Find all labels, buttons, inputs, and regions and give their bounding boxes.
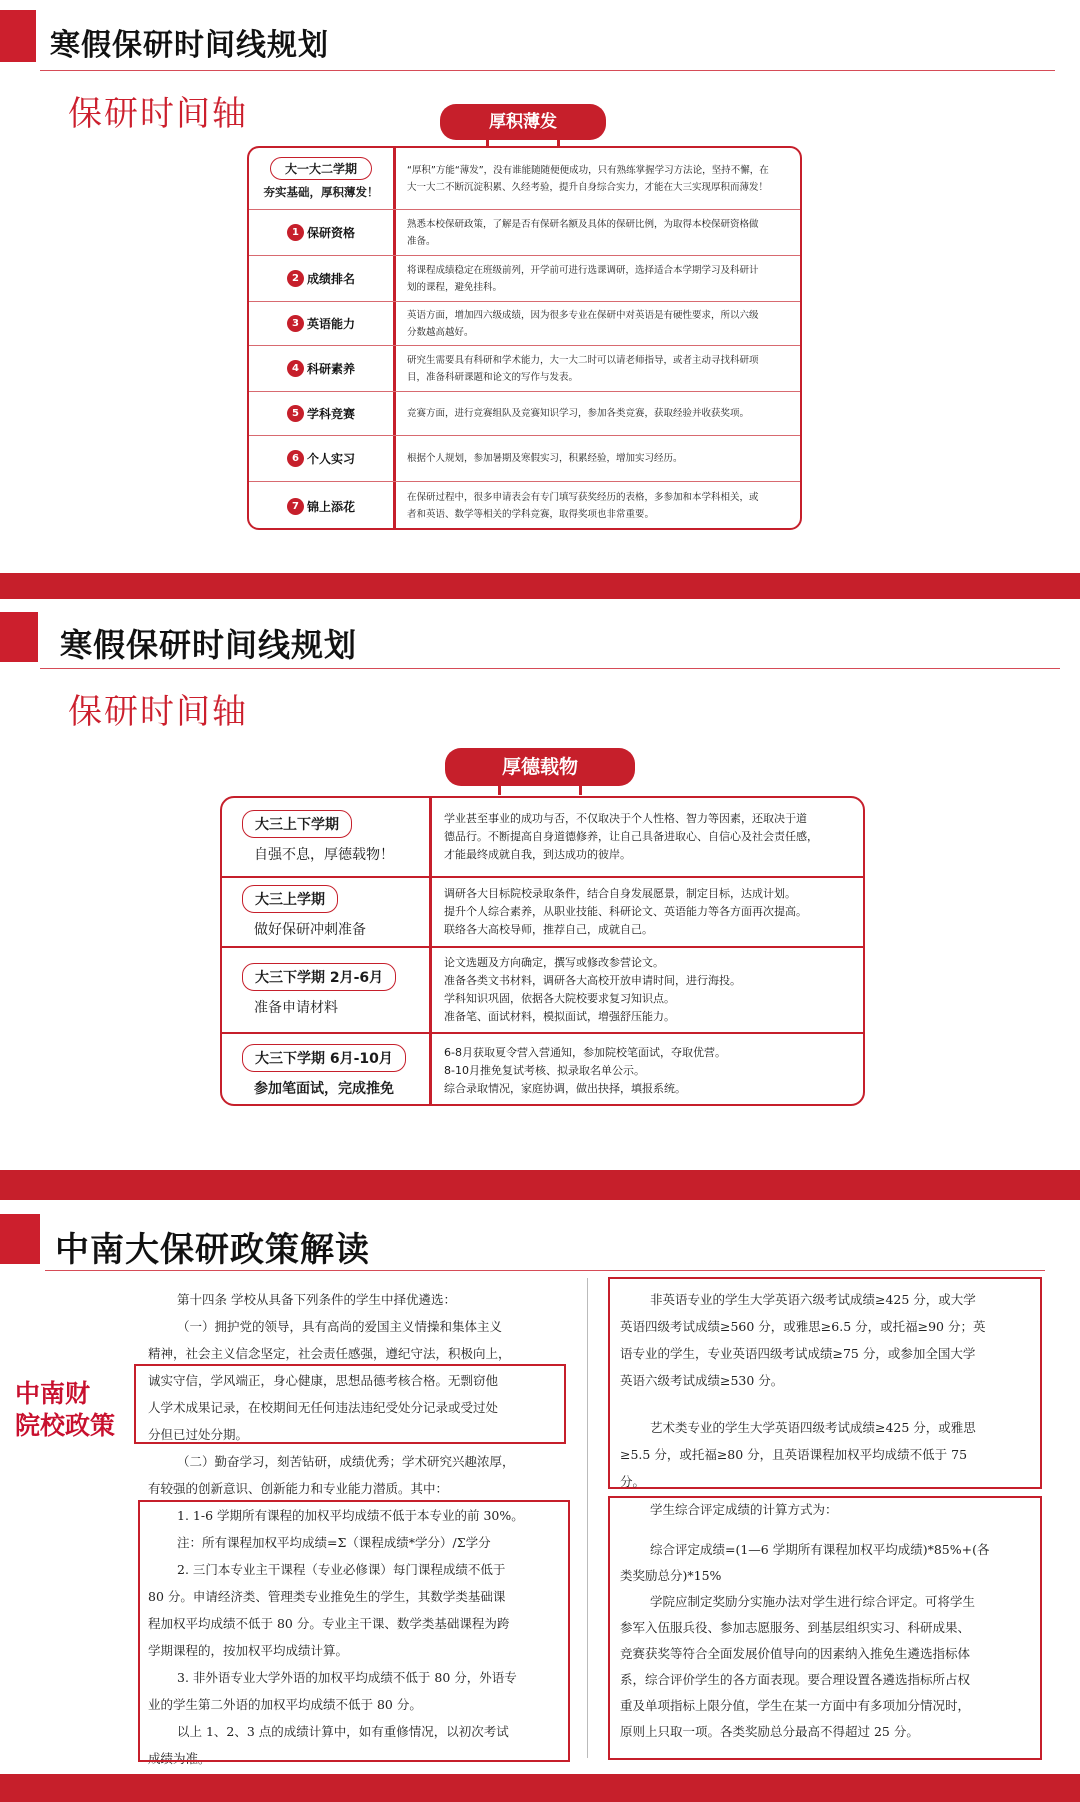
doc-line: 竞赛获奖等符合全面发展价值导向的因素纳入推免生遴选指标体 (620, 1646, 971, 1661)
section1-item-desc (407, 392, 790, 435)
section1-item-label-cell (249, 210, 393, 255)
section2-subtitle: 保研时间轴 (68, 692, 248, 732)
section1-table (247, 146, 802, 530)
desc-line: 8-10月推免复试考核、拟录取名单公示。 (444, 1064, 645, 1077)
doc-line: 英语四级考试成绩≥560 分，或雅思≥6.5 分，或托福≥90 分；英 (620, 1319, 986, 1334)
side-label-line: 中南财 (15, 1379, 91, 1408)
doc-line: （二）勤奋学习，刻苦钻研，成绩优秀；学术研究兴趣浓厚， (177, 1454, 515, 1469)
section2-header-block (0, 612, 38, 662)
doc-line: 有较强的创新意识、创新能力和专业能力潜质。其中： (148, 1481, 449, 1496)
section2-row (222, 878, 863, 948)
section2-row (222, 948, 863, 1034)
desc-line: 划的课程，避免挂科。 (407, 281, 503, 293)
section1-item-row (249, 392, 800, 436)
doc-line: 参军入伍服兵役、参加志愿服务、到基层组织实习、科研成果、 (620, 1620, 971, 1635)
doc-line: 非英语专业的学生大学英语六级考试成绩≥425 分，或大学 (650, 1292, 976, 1307)
desc-line: 目，准备科研课题和论文的写作与发表。 (407, 371, 579, 383)
section2-motto: 参加笔面试，完成推免 (254, 1081, 394, 1097)
section3-side-label (15, 1378, 115, 1442)
doc-line: 艺术类专业的学生大学英语四级考试成绩≥425 分，或雅思 (650, 1420, 976, 1435)
desc-line: 学科知识巩固，依据各大院校要求复习知识点。 (444, 992, 675, 1005)
number-badge: 2 (287, 270, 304, 287)
desc-line: 综合录取情况，家庭协调，做出抉择，填报系统。 (444, 1082, 686, 1095)
section1-item-label-cell (249, 392, 393, 435)
number-badge: 7 (287, 498, 304, 515)
section1-item-desc (407, 346, 790, 391)
section2-term-cell (222, 1034, 429, 1106)
section2-motto: 做好保研冲刺准备 (254, 922, 366, 938)
doc-line: 3. 非外语专业大学外语的加权平均成绩不低于 80 分，外语专 (177, 1670, 517, 1685)
section2-row (222, 1034, 863, 1106)
section2-table (220, 796, 865, 1106)
section1-item-label: 保研资格 (306, 226, 355, 240)
desc-line: 根据个人规划，参加暑期及寒假实习，积累经验，增加实习经历。 (407, 453, 683, 464)
desc-line: 准备各类文书材料，调研各大高校开放申请时间，进行海投。 (444, 974, 741, 987)
desc-line: 学业甚至事业的成功与否，不仅取决于个人性格、智力等因素，还取决于道 (444, 812, 807, 825)
section1-item-desc (407, 436, 790, 481)
section1-item-label: 个人实习 (306, 452, 355, 466)
desc-line: 英语方面，增加四六级成绩，因为很多专业在保研中对英语是有硬性要求，所以六级 (407, 309, 759, 321)
desc-line: 在保研过程中，很多申请表会有专门填写获奖经历的表格，多参加和本学科相关，或 (407, 492, 759, 503)
desc-line: 6-8月获取夏令营入营通知，参加院校笔面试，夺取优营。 (444, 1046, 726, 1059)
doc-line: 1. 1-6 学期所有课程的加权平均成绩不低于本专业的前 30%。 (177, 1508, 524, 1523)
number-badge: 5 (287, 405, 304, 422)
section1-item-label: 学科竞赛 (306, 407, 355, 421)
section1-title-underline (40, 70, 1055, 71)
section1-item-row (249, 482, 800, 530)
section2-term: 大三下学期 6月-10月 (242, 1044, 406, 1072)
doc-line: 注：所有课程加权平均成绩=Σ（课程成绩*学分）/Σ学分 (177, 1535, 491, 1550)
doc-line: 英语六级考试成绩≥530 分。 (620, 1373, 784, 1388)
section1-term-cell (249, 148, 393, 209)
desc-line: 才能最终成就自我，到达成功的彼岸。 (444, 848, 631, 861)
desc-line: 熟悉本校保研政策，了解是否有保研名额及具体的保研比例，为取得本校保研资格做 (407, 218, 759, 230)
section1-item-row (249, 302, 800, 346)
section1-item-row (249, 256, 800, 302)
doc-line: 80 分。申请经济类、管理类专业推免生的学生，其数学类基础课 (148, 1589, 506, 1604)
desc-line: 分数越高越好。 (407, 326, 474, 338)
section1-item-label-cell (249, 302, 393, 345)
section2-term: 大三上下学期 (242, 810, 352, 838)
doc-line: 诚实守信，学风端正，身心健康，思想品德考核合格。无剽窃他 (148, 1373, 499, 1388)
desc-line: 竞赛方面，进行竞赛组队及竞赛知识学习，参加各类竞赛，获取经验并收获奖项。 (407, 408, 750, 419)
section1-term-motto: 夯实基础，厚积薄发！ (263, 185, 379, 199)
number-badge: 4 (287, 360, 304, 377)
desc-line: 联络各大高校导师，推荐自己，成就自己。 (444, 923, 653, 936)
doc-line: 重及单项指标上限分值，学生在某一方面中有多项加分情况时， (620, 1698, 971, 1713)
section1-item-row (249, 346, 800, 392)
doc-line: 学生综合评定成绩的计算方式为： (650, 1502, 838, 1517)
section1-item-label: 锦上添花 (306, 499, 355, 514)
section2-motto: 自强不息，厚德载物！ (254, 847, 394, 863)
section3-title-underline (45, 1270, 1045, 1271)
section1-item-label-cell (249, 256, 393, 301)
desc-line: 研究生需要具有科研和学术能力，大一大二时可以请老师指导，或者主动寻找科研项 (407, 354, 759, 366)
section3-header-block (0, 1214, 40, 1264)
section1-item-desc (407, 256, 790, 301)
section1-intro-text (407, 148, 790, 209)
doc-line: 分但已过处分期。 (148, 1427, 249, 1442)
doc-line: 综合评定成绩=(1—6 学期所有课程加权平均成绩)*85%+(各 (650, 1542, 990, 1557)
desc-line: 准备笔、面试材料，模拟面试，增强舒压能力。 (444, 1010, 675, 1023)
doc-line: 程加权平均成绩不低于 80 分。专业主干课、数学类基础课程为跨 (148, 1616, 510, 1631)
desc-line: 论文选题及方向确定，撰写或修改参营论文。 (444, 956, 664, 969)
section2-desc (444, 948, 853, 1032)
section1-item-row (249, 210, 800, 256)
section2-term: 大三下学期 2月-6月 (242, 963, 396, 991)
section2-term: 大三上学期 (242, 885, 338, 913)
section1-item-desc (407, 302, 790, 345)
doc-line: 业的学生第二外语的加权平均成绩不低于 80 分。 (148, 1697, 422, 1712)
section1-title: 寒假保研时间线规划 (50, 28, 329, 63)
side-label-line: 院校政策 (15, 1411, 116, 1440)
section2-title-underline (40, 668, 1060, 669)
doc-line: 第十四条 学校从具备下列条件的学生中择优遴选： (177, 1292, 456, 1307)
desc-line: 将课程成绩稳定在班级前列，开学前可进行选课调研，选择适合本学期学习及科研计 (407, 264, 759, 276)
doc-line: 以上 1、2、3 点的成绩计算中，如有重修情况，以初次考试 (177, 1724, 509, 1739)
desc-line: 调研各大目标院校录取条件，结合自身发展愿景，制定目标，达成计划。 (444, 887, 796, 900)
section-divider-bar (0, 1774, 1080, 1802)
section2-desc (444, 1034, 853, 1106)
section3-title: 中南大保研政策解读 (55, 1230, 370, 1270)
section1-intro-row (249, 148, 800, 210)
section2-term-cell (222, 878, 429, 946)
doc-line: 语专业的学生，专业英语四级考试成绩≥75 分，或参加全国大学 (620, 1346, 976, 1361)
doc-line: 成绩为准。 (148, 1751, 211, 1766)
column-separator (587, 1278, 588, 1758)
highlight-box-grades (138, 1500, 570, 1762)
section1-subtitle: 保研时间轴 (68, 94, 248, 134)
doc-line: 人学术成果记录，在校期间无任何违法违纪受处分记录或受过处 (148, 1400, 499, 1415)
doc-line: 类奖励总分)*15% (620, 1568, 722, 1583)
desc-line: 德品行。不断提高自身道德修养，让自己具备进取心、自信心及社会责任感， (444, 830, 818, 843)
section-divider-bar (0, 573, 1080, 599)
doc-line: 学期课程的，按加权平均成绩计算。 (148, 1643, 349, 1658)
section1-item-row (249, 436, 800, 482)
number-badge: 6 (287, 450, 304, 467)
doc-line: 系，综合评价学生的各方面表现。要合理设置各遴选指标所占权 (620, 1672, 971, 1687)
doc-line: ≥5.5 分，或托福≥80 分，且英语课程加权平均成绩不低于 75 (620, 1447, 968, 1462)
section1-term: 大一大二学期 (270, 157, 372, 180)
section1-item-label: 成绩排名 (306, 272, 355, 286)
section2-term-cell (222, 948, 429, 1032)
section-divider-bar (0, 1170, 1080, 1200)
section1-item-label: 科研素养 (306, 362, 355, 376)
section1-pill: 厚积薄发 (440, 104, 606, 140)
highlight-box-integrity (134, 1364, 566, 1444)
doc-line: 精神，社会主义信念坚定，社会责任感强，遵纪守法，积极向上， (148, 1346, 511, 1361)
section2-motto: 准备申请材料 (254, 1000, 338, 1016)
section1-header-block (0, 10, 36, 62)
section2-desc (444, 798, 853, 876)
section1-item-label-cell (249, 436, 393, 481)
section1-intro-line: “厚积”方能“薄发”，没有谁能随随便便成功，只有熟练掌握学习方法论，坚持不懈，在 (407, 164, 769, 176)
section2-title: 寒假保研时间线规划 (60, 626, 358, 664)
doc-line: 原则上只取一项。各类奖励总分最高不得超过 25 分。 (620, 1724, 919, 1739)
section1-item-desc (407, 210, 790, 255)
section1-item-desc (407, 482, 790, 530)
desc-line: 提升个人综合素养，从职业技能、科研论文、英语能力等各方面再次提高。 (444, 905, 807, 918)
doc-line: （一）拥护党的领导，具有高尚的爱国主义情操和集体主义 (177, 1319, 503, 1334)
desc-line: 准备。 (407, 235, 436, 247)
section1-intro-line: 大一大二不断沉淀积累、久经考验，提升自身综合实力，才能在大三实现厚积而薄发！ (407, 181, 769, 193)
doc-line: 学院应制定奖励分实施办法对学生进行综合评定。可将学生 (650, 1594, 976, 1609)
doc-line: 分。 (620, 1474, 646, 1489)
number-badge: 1 (287, 224, 304, 241)
section1-item-label-cell (249, 346, 393, 391)
section2-row (222, 798, 863, 878)
section1-item-label-cell (249, 482, 393, 530)
desc-line: 者和英语、数学等相关的学科竞赛，取得奖项也非常重要。 (407, 509, 655, 520)
section1-item-label: 英语能力 (306, 317, 355, 331)
section2-desc (444, 878, 853, 946)
section2-term-cell (222, 798, 429, 876)
number-badge: 3 (287, 315, 304, 332)
section2-pill: 厚德载物 (445, 748, 635, 786)
doc-line: 2. 三门本专业主干课程（专业必修课）每门课程成绩不低于 (177, 1562, 506, 1577)
